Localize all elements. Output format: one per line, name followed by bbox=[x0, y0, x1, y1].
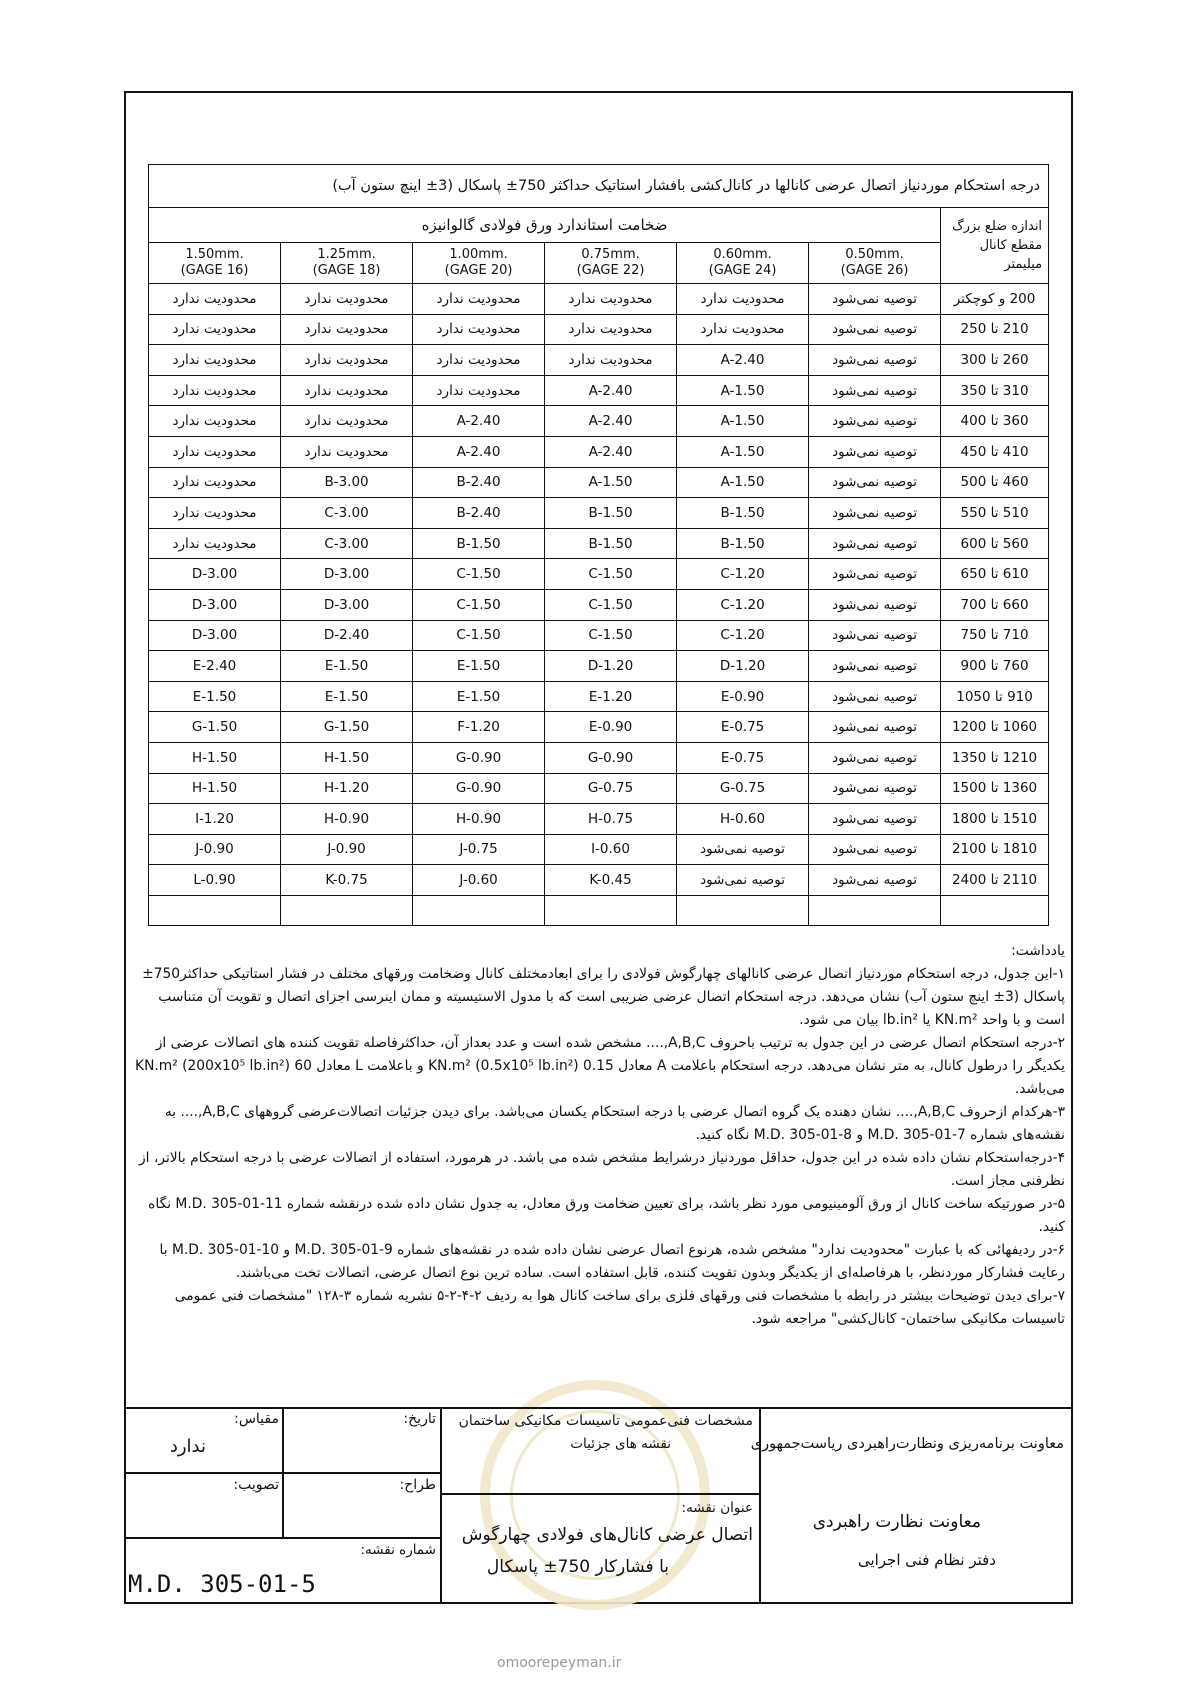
table-row bbox=[149, 406, 1049, 437]
strength-cell: توصیه نمی‌شود bbox=[809, 681, 941, 712]
empty-cell bbox=[413, 895, 545, 926]
strength-cell: B-1.50 bbox=[545, 498, 677, 529]
strength-cell: توصیه نمی‌شود bbox=[809, 345, 941, 376]
notes-heading: یادداشت: bbox=[1011, 943, 1065, 959]
table-row bbox=[149, 834, 1049, 865]
size-cell: 1060 تا 1200 bbox=[941, 712, 1049, 743]
table-row bbox=[149, 742, 1049, 773]
gauge-number: (GAGE 22) bbox=[576, 263, 645, 278]
strength-cell: E-0.75 bbox=[677, 742, 809, 773]
watermark-site: omoorepeyman.ir bbox=[497, 1655, 622, 1671]
title-block-divider-2 bbox=[440, 1407, 442, 1604]
strength-cell: E-2.40 bbox=[149, 651, 281, 682]
strength-cell: A-2.40 bbox=[545, 406, 677, 437]
table-row bbox=[149, 284, 1049, 315]
strength-cell: توصیه نمی‌شود bbox=[809, 620, 941, 651]
gauge-header-2 bbox=[545, 243, 677, 284]
strength-cell: A-2.40 bbox=[677, 345, 809, 376]
strength-cell: B-1.50 bbox=[545, 528, 677, 559]
gauge-mm: 1.00mm. bbox=[449, 247, 508, 262]
strength-cell: L-0.90 bbox=[149, 865, 281, 896]
notes-section bbox=[135, 940, 1065, 1331]
drawing-title-label: عنوان نقشه: bbox=[681, 1500, 753, 1516]
strength-cell: A-2.40 bbox=[413, 406, 545, 437]
strength-cell: H-0.75 bbox=[545, 804, 677, 835]
note-item: ۱-این جدول، درجه استحکام موردنیاز اتصال عرضی کانالهای چهارگوش فولادی را برای ابعادمختلف کانال وضخامت ورقهای مختلف در فشار استاتیکی حداکثر750± پاسکال (3± اینچ ستون آب) نشان می‌دهد. درجه استحکام اتصال عرضی ضریبی است که با مدول الاستیسیته و ممان اینرسی اجزای اتصال و تقویت آن متناسب است و با واحد KN.m² یا lb.in² بیان می شود. bbox=[142, 966, 1065, 1028]
size-cell: 460 تا 500 bbox=[941, 467, 1049, 498]
strength-cell: توصیه نمی‌شود bbox=[809, 406, 941, 437]
gauge-number: (GAGE 24) bbox=[708, 263, 777, 278]
table-row bbox=[149, 498, 1049, 529]
note-item: ۵-در صورتیکه ساخت کانال از ورق آلومینیومی مورد نظر باشد، برای تعیین ضخامت ورق معادل، به جدول نشان داده شده درنقشه شماره M.D. 305-01-11 نگاه کنید. bbox=[148, 1196, 1065, 1235]
strength-cell: C-1.20 bbox=[677, 589, 809, 620]
empty-row bbox=[149, 895, 1049, 926]
strength-cell: A-1.50 bbox=[545, 467, 677, 498]
strength-cell: محدودیت ندارد bbox=[149, 498, 281, 529]
table-row bbox=[149, 620, 1049, 651]
strength-cell: A-2.40 bbox=[545, 375, 677, 406]
strength-cell: D-3.00 bbox=[149, 559, 281, 590]
strength-cell: توصیه نمی‌شود bbox=[677, 834, 809, 865]
strength-cell: توصیه نمی‌شود bbox=[809, 498, 941, 529]
strength-cell: B-2.40 bbox=[413, 467, 545, 498]
strength-cell: E-0.90 bbox=[545, 712, 677, 743]
size-cell: 210 تا 250 bbox=[941, 314, 1049, 345]
gauge-mm: 1.50mm. bbox=[185, 247, 244, 262]
strength-cell: H-1.50 bbox=[149, 773, 281, 804]
strength-cell: محدودیت ندارد bbox=[545, 284, 677, 315]
strength-cell: D-3.00 bbox=[149, 589, 281, 620]
gauge-number: (GAGE 18) bbox=[312, 263, 381, 278]
size-cell: 1510 تا 1800 bbox=[941, 804, 1049, 835]
strength-cell: B-3.00 bbox=[281, 467, 413, 498]
strength-cell: توصیه نمی‌شود bbox=[809, 865, 941, 896]
table-row bbox=[149, 589, 1049, 620]
strength-cell: D-2.40 bbox=[281, 620, 413, 651]
strength-cell: C-1.20 bbox=[677, 620, 809, 651]
date-label: تاریخ: bbox=[403, 1411, 436, 1427]
note-item: ۲-درجه استحکام اتصال عرضی در این جدول به ترتیب باحروف A,B,C,.... مشخص شده است و عدد بعداز آن، حداکثرفاصله تقویت کننده های اتصالات عرضی از یکدیگر را درطول کانال، به متر نشان می‌دهد. درجه استحکام باعلامت A معادل 0.15 KN.m² (0.5x10⁵ lb.in²) و باعلامت L معادل 60 KN.m² (200x10⁵ lb.in²) می‌باشد. bbox=[135, 1035, 1065, 1097]
strength-cell: محدودیت ندارد bbox=[149, 284, 281, 315]
strength-cell: توصیه نمی‌شود bbox=[677, 865, 809, 896]
strength-cell: G-0.90 bbox=[413, 773, 545, 804]
strength-cell: E-1.50 bbox=[281, 681, 413, 712]
size-cell: 910 تا 1050 bbox=[941, 681, 1049, 712]
size-cell: 760 تا 900 bbox=[941, 651, 1049, 682]
strength-cell: E-0.75 bbox=[677, 712, 809, 743]
strength-cell: محدودیت ندارد bbox=[149, 375, 281, 406]
strength-cell: توصیه نمی‌شود bbox=[809, 742, 941, 773]
table-row bbox=[149, 773, 1049, 804]
strength-cell: J-0.90 bbox=[149, 834, 281, 865]
strength-cell: توصیه نمی‌شود bbox=[809, 773, 941, 804]
strength-cell: B-1.50 bbox=[413, 528, 545, 559]
strength-cell: H-0.90 bbox=[281, 804, 413, 835]
strength-cell: E-1.20 bbox=[545, 681, 677, 712]
strength-cell: G-0.90 bbox=[413, 742, 545, 773]
strength-cell: محدودیت ندارد bbox=[281, 436, 413, 467]
strength-cell: I-0.60 bbox=[545, 834, 677, 865]
size-cell: 610 تا 650 bbox=[941, 559, 1049, 590]
strength-cell: H-1.20 bbox=[281, 773, 413, 804]
strength-cell: C-1.50 bbox=[413, 559, 545, 590]
size-column-header: اندازه ضلع بزرگ مقطع کانال میلیمتر bbox=[941, 208, 1049, 284]
strength-cell: H-1.50 bbox=[149, 742, 281, 773]
strength-cell: محدودیت ندارد bbox=[677, 314, 809, 345]
org-line-1: معاونت برنامه‌ریزی ونظارت‌راهبردی ریاست‌جمهوری bbox=[750, 1436, 1064, 1452]
strength-cell: توصیه نمی‌شود bbox=[809, 834, 941, 865]
strength-cell: I-1.20 bbox=[149, 804, 281, 835]
gauge-mm: 1.25mm. bbox=[317, 247, 376, 262]
note-item: ۶-در ردیفهائی که با عبارت "محدودیت ندارد" مشخص شده، هرنوع اتصال عرضی نشان داده شده در نقشه‌های شماره M.D. 305-01-9 و M.D. 305-01-10 با رعایت فشارکار موردنظر، با هرفاصله‌ای از یکدیگر وبدون تقویت کننده، قابل استفاده است. ساده ترین نوع اتصال عرضی، اتصالات تخت می‌باشند. bbox=[159, 1242, 1065, 1281]
strength-cell: B-2.40 bbox=[413, 498, 545, 529]
note-item: ۴-درجه‌استحکام نشان داده شده در این جدول، حداقل موردنیاز درشرایط مشخص شده می باشد. در هرمورد، استفاده از اتصالات عرضی با درجه استحکام بالاتر، از نظرفنی مجاز است. bbox=[139, 1150, 1065, 1189]
strength-cell: محدودیت ندارد bbox=[281, 314, 413, 345]
spec-line-1: مشخصات فنی‌عمومی تاسیسات مکانیکی ساختمان bbox=[458, 1413, 753, 1429]
gauge-header-1 bbox=[677, 243, 809, 284]
strength-cell: محدودیت ندارد bbox=[413, 314, 545, 345]
strength-cell: E-1.50 bbox=[281, 651, 413, 682]
strength-cell: A-1.50 bbox=[677, 375, 809, 406]
table-row bbox=[149, 804, 1049, 835]
spec-line-2: نقشه های جزئیات bbox=[570, 1436, 671, 1452]
table-title: درجه استحکام موردنیاز اتصال عرضی کانالها در کانال‌کشی بافشار استاتیک حداکثر 750± پاسکال (3± اینچ ستون آب) bbox=[149, 165, 1049, 208]
strength-cell: C-1.50 bbox=[413, 620, 545, 651]
strength-cell: E-1.50 bbox=[413, 681, 545, 712]
size-cell: 1360 تا 1500 bbox=[941, 773, 1049, 804]
strength-table bbox=[148, 164, 1049, 926]
size-cell: 1810 تا 2100 bbox=[941, 834, 1049, 865]
strength-cell: محدودیت ندارد bbox=[149, 345, 281, 376]
size-cell: 660 تا 700 bbox=[941, 589, 1049, 620]
strength-cell: E-1.50 bbox=[149, 681, 281, 712]
scale-label: مقیاس: bbox=[234, 1411, 279, 1427]
table-row bbox=[149, 375, 1049, 406]
strength-cell: K-0.45 bbox=[545, 865, 677, 896]
strength-cell: توصیه نمی‌شود bbox=[809, 314, 941, 345]
strength-cell: توصیه نمی‌شود bbox=[809, 804, 941, 835]
strength-cell: A-1.50 bbox=[677, 406, 809, 437]
table-row bbox=[149, 436, 1049, 467]
approval-label: تصویب: bbox=[233, 1477, 279, 1493]
strength-cell: توصیه نمی‌شود bbox=[809, 284, 941, 315]
strength-cell: C-1.50 bbox=[413, 589, 545, 620]
empty-cell bbox=[149, 895, 281, 926]
gauge-mm: 0.60mm. bbox=[713, 247, 772, 262]
strength-cell: E-1.50 bbox=[413, 651, 545, 682]
strength-cell: محدودیت ندارد bbox=[149, 436, 281, 467]
strength-cell: محدودیت ندارد bbox=[413, 375, 545, 406]
strength-cell: D-3.00 bbox=[149, 620, 281, 651]
strength-cell: محدودیت ندارد bbox=[677, 284, 809, 315]
size-cell: 360 تا 400 bbox=[941, 406, 1049, 437]
strength-cell: توصیه نمی‌شود bbox=[809, 436, 941, 467]
strength-cell: D-1.20 bbox=[545, 651, 677, 682]
strength-cell: محدودیت ندارد bbox=[149, 467, 281, 498]
strength-cell: F-1.20 bbox=[413, 712, 545, 743]
strength-cell: G-0.75 bbox=[545, 773, 677, 804]
strength-cell: محدودیت ندارد bbox=[149, 406, 281, 437]
size-cell: 310 تا 350 bbox=[941, 375, 1049, 406]
strength-cell: توصیه نمی‌شود bbox=[809, 528, 941, 559]
size-cell: 560 تا 600 bbox=[941, 528, 1049, 559]
size-cell: 410 تا 450 bbox=[941, 436, 1049, 467]
strength-cell: C-3.00 bbox=[281, 528, 413, 559]
strength-cell: A-2.40 bbox=[545, 436, 677, 467]
strength-cell: محدودیت ندارد bbox=[545, 314, 677, 345]
size-cell: 2110 تا 2400 bbox=[941, 865, 1049, 896]
title-block-row-line-1 bbox=[124, 1472, 441, 1474]
table-row bbox=[149, 559, 1049, 590]
gauge-header-5 bbox=[149, 243, 281, 284]
size-cell: 1210 تا 1350 bbox=[941, 742, 1049, 773]
gauge-mm: 0.75mm. bbox=[581, 247, 640, 262]
gauge-number: (GAGE 16) bbox=[180, 263, 249, 278]
strength-cell: K-0.75 bbox=[281, 865, 413, 896]
strength-cell: توصیه نمی‌شود bbox=[809, 712, 941, 743]
strength-cell: D-3.00 bbox=[281, 589, 413, 620]
strength-cell: توصیه نمی‌شود bbox=[809, 467, 941, 498]
table-row bbox=[149, 528, 1049, 559]
size-cell: 710 تا 750 bbox=[941, 620, 1049, 651]
strength-cell: محدودیت ندارد bbox=[413, 284, 545, 315]
title-block-row-line-3 bbox=[441, 1493, 759, 1495]
table-row bbox=[149, 651, 1049, 682]
strength-cell: محدودیت ندارد bbox=[149, 314, 281, 345]
strength-cell: محدودیت ندارد bbox=[545, 345, 677, 376]
strength-cell: C-1.50 bbox=[545, 559, 677, 590]
title-block-top-line bbox=[124, 1407, 1073, 1409]
table-row bbox=[149, 681, 1049, 712]
table-row bbox=[149, 865, 1049, 896]
strength-cell: محدودیت ندارد bbox=[281, 375, 413, 406]
gauge-header-row bbox=[149, 243, 1049, 284]
size-cell: 510 تا 550 bbox=[941, 498, 1049, 529]
title-block-row-line-2 bbox=[124, 1537, 441, 1539]
designer-label: طراح: bbox=[399, 1477, 436, 1493]
thickness-header: ضخامت استاندارد ورق فولادی گالوانیزه bbox=[149, 208, 941, 243]
strength-cell: J-0.60 bbox=[413, 865, 545, 896]
strength-cell: C-3.00 bbox=[281, 498, 413, 529]
gauge-header-4 bbox=[281, 243, 413, 284]
scale-value: ندارد bbox=[169, 1436, 206, 1457]
note-item: ۳-هرکدام ازحروف A,B,C,.... نشان دهنده یک گروه اتصال عرضی با درجه استحکام یکسان می‌باشد. برای دیدن جزئیات اتصالات‌عرضی گروههای A,B,C,.... به نقشه‌های شماره M.D. 305-01-7 و M.D. 305-01-8 نگاه کنید. bbox=[164, 1104, 1065, 1143]
strength-cell: C-1.50 bbox=[545, 589, 677, 620]
gauge-header-3 bbox=[413, 243, 545, 284]
table-row bbox=[149, 712, 1049, 743]
empty-cell bbox=[941, 895, 1049, 926]
strength-cell: H-0.60 bbox=[677, 804, 809, 835]
strength-cell: C-1.50 bbox=[545, 620, 677, 651]
strength-cell: G-1.50 bbox=[281, 712, 413, 743]
table-row bbox=[149, 345, 1049, 376]
org-line-2: معاونت نظارت راهبردی bbox=[812, 1512, 981, 1532]
strength-cell: E-0.90 bbox=[677, 681, 809, 712]
empty-cell bbox=[545, 895, 677, 926]
strength-cell: توصیه نمی‌شود bbox=[809, 375, 941, 406]
strength-cell: D-3.00 bbox=[281, 559, 413, 590]
strength-cell: J-0.75 bbox=[413, 834, 545, 865]
strength-cell: J-0.90 bbox=[281, 834, 413, 865]
org-line-3: دفتر نظام فنی اجرایی bbox=[857, 1551, 996, 1569]
drawing-title-line-1: اتصال عرضی کانال‌های فولادی چهارگوش bbox=[461, 1525, 753, 1545]
strength-cell: محدودیت ندارد bbox=[149, 528, 281, 559]
table-row bbox=[149, 314, 1049, 345]
empty-cell bbox=[281, 895, 413, 926]
strength-cell: A-1.50 bbox=[677, 467, 809, 498]
note-item: ۷-برای دیدن توضیحات بیشتر در رابطه با مشخصات فنی ورقهای فلزی برای ساخت کانال هوا به ردیف ۲-۴-۲-۵ نشریه شماره ۳-۱۲۸ "مشخصات فنی عمومی تاسیسات مکانیکی ساختمان- کانال‌کشی" مراجعه شود. bbox=[174, 1288, 1065, 1327]
strength-cell: C-1.20 bbox=[677, 559, 809, 590]
notes-list bbox=[135, 963, 1065, 1331]
drawing-number: M.D. 305-01-5 bbox=[128, 1570, 316, 1598]
strength-cell: محدودیت ندارد bbox=[281, 345, 413, 376]
table-row bbox=[149, 467, 1049, 498]
gauge-number: (GAGE 20) bbox=[444, 263, 513, 278]
strength-cell: G-0.90 bbox=[545, 742, 677, 773]
strength-cell: محدودیت ندارد bbox=[281, 406, 413, 437]
strength-cell: A-2.40 bbox=[413, 436, 545, 467]
strength-cell: توصیه نمی‌شود bbox=[809, 589, 941, 620]
strength-cell: D-1.20 bbox=[677, 651, 809, 682]
strength-cell: توصیه نمی‌شود bbox=[809, 651, 941, 682]
strength-cell: H-0.90 bbox=[413, 804, 545, 835]
strength-cell: H-1.50 bbox=[281, 742, 413, 773]
strength-cell: B-1.50 bbox=[677, 528, 809, 559]
empty-cell bbox=[677, 895, 809, 926]
strength-cell: A-1.50 bbox=[677, 436, 809, 467]
strength-cell: B-1.50 bbox=[677, 498, 809, 529]
size-cell: 260 تا 300 bbox=[941, 345, 1049, 376]
strength-cell: محدودیت ندارد bbox=[413, 345, 545, 376]
strength-cell: G-1.50 bbox=[149, 712, 281, 743]
strength-cell: توصیه نمی‌شود bbox=[809, 559, 941, 590]
drawing-no-label: شماره نقشه: bbox=[360, 1542, 436, 1558]
strength-cell: G-0.75 bbox=[677, 773, 809, 804]
gauge-number: (GAGE 26) bbox=[840, 263, 909, 278]
empty-cell bbox=[809, 895, 941, 926]
strength-cell: محدودیت ندارد bbox=[281, 284, 413, 315]
size-cell: 200 و کوچکتر bbox=[941, 284, 1049, 315]
drawing-title-line-2: با فشارکار 750± پاسکال bbox=[486, 1557, 669, 1577]
gauge-header-0 bbox=[809, 243, 941, 284]
gauge-mm: 0.50mm. bbox=[845, 247, 904, 262]
